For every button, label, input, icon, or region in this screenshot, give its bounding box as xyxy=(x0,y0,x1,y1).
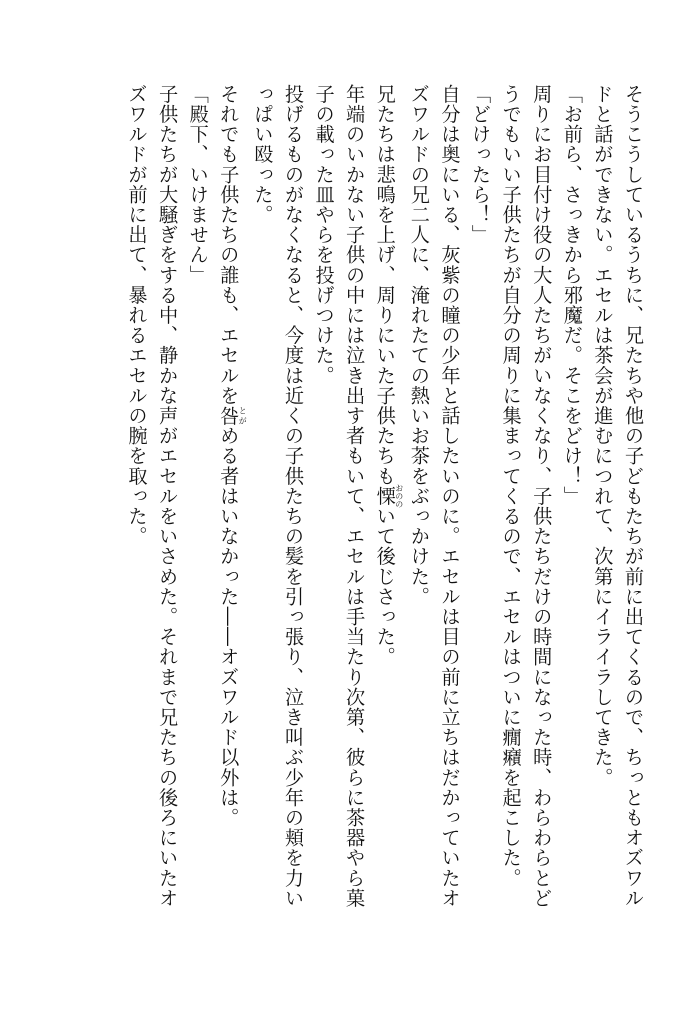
ruby-base: 咎 xyxy=(217,405,241,426)
text-column-1: そうこうしているうちに、兄たちや他の子どもたちが前に出てくるので、ちっともオズワル xyxy=(622,84,645,909)
text-column-7: 自分は奥にいる、灰紫の瞳の少年と話したいのに。エセルは目の前に立ちはだかっていたオ xyxy=(438,84,462,909)
text-column-16: 子供たちが大騒ぎをする中、静かな声がエセルをいさめた。それまで兄たちの後ろにいたオ xyxy=(156,84,180,909)
text-column-15: 「殿下、いけません」 xyxy=(186,84,210,285)
text-column-12: 投げるものがなくなると、今度は近くの子供たちの髪を引っ張り、泣き叫ぶ少年の頬を力い xyxy=(281,84,305,909)
text-segment: める者はいなかった――オズワルド以外は。 xyxy=(217,425,241,828)
text-column-13: っぱい殴った。 xyxy=(251,84,275,225)
text-column-11: 子の載った皿やらを投げつけた。 xyxy=(312,84,336,386)
text-column-17: ズワルドが前に出て、暴れるエセルの腕を取った。 xyxy=(125,84,149,547)
text-column-3: 「お前ら、さっきから邪魔だ。そこをどけ！」 xyxy=(560,84,584,507)
text-column-9 xyxy=(369,84,403,964)
ruby-base: 慄 xyxy=(373,484,397,509)
ruby-reading: とが xyxy=(238,405,248,426)
ruby-osonoku xyxy=(373,484,404,509)
text-column-2: ドと話ができない。エセルは茶会が進むにつれて、次第にイライラしてきた。 xyxy=(591,84,615,788)
text-segment: 兄たちは悲鳴を上げ、周りにいた子供たちも xyxy=(373,84,397,486)
text-column-14 xyxy=(213,84,247,964)
vertical-text-body xyxy=(121,84,648,964)
text-column-6: 「どけったら！」 xyxy=(469,84,493,245)
text-segment: いて後じさった。 xyxy=(373,506,397,667)
text-segment: それでも子供たちの誰も、エセルを xyxy=(217,84,241,406)
text-column-5: うでもいい子供たちが自分の周りに集まってくるので、エセルはついに癇癪を起こした。 xyxy=(499,84,523,888)
ruby-reading: おのの xyxy=(394,484,404,509)
text-column-8: ズワルドの兄二人に、淹れたての熱いお茶をぶっかけた。 xyxy=(407,84,431,607)
text-column-10: 年端のいかない子供の中には泣き出す者もいて、エセルは手当たり次第、彼らに茶器やら菓 xyxy=(343,84,367,909)
text-column-4: 周りにお目付け役の大人たちがいなくなり、子供たちだけの時間になった時、わらわらとど xyxy=(530,84,554,909)
ruby-togameru xyxy=(217,405,248,426)
